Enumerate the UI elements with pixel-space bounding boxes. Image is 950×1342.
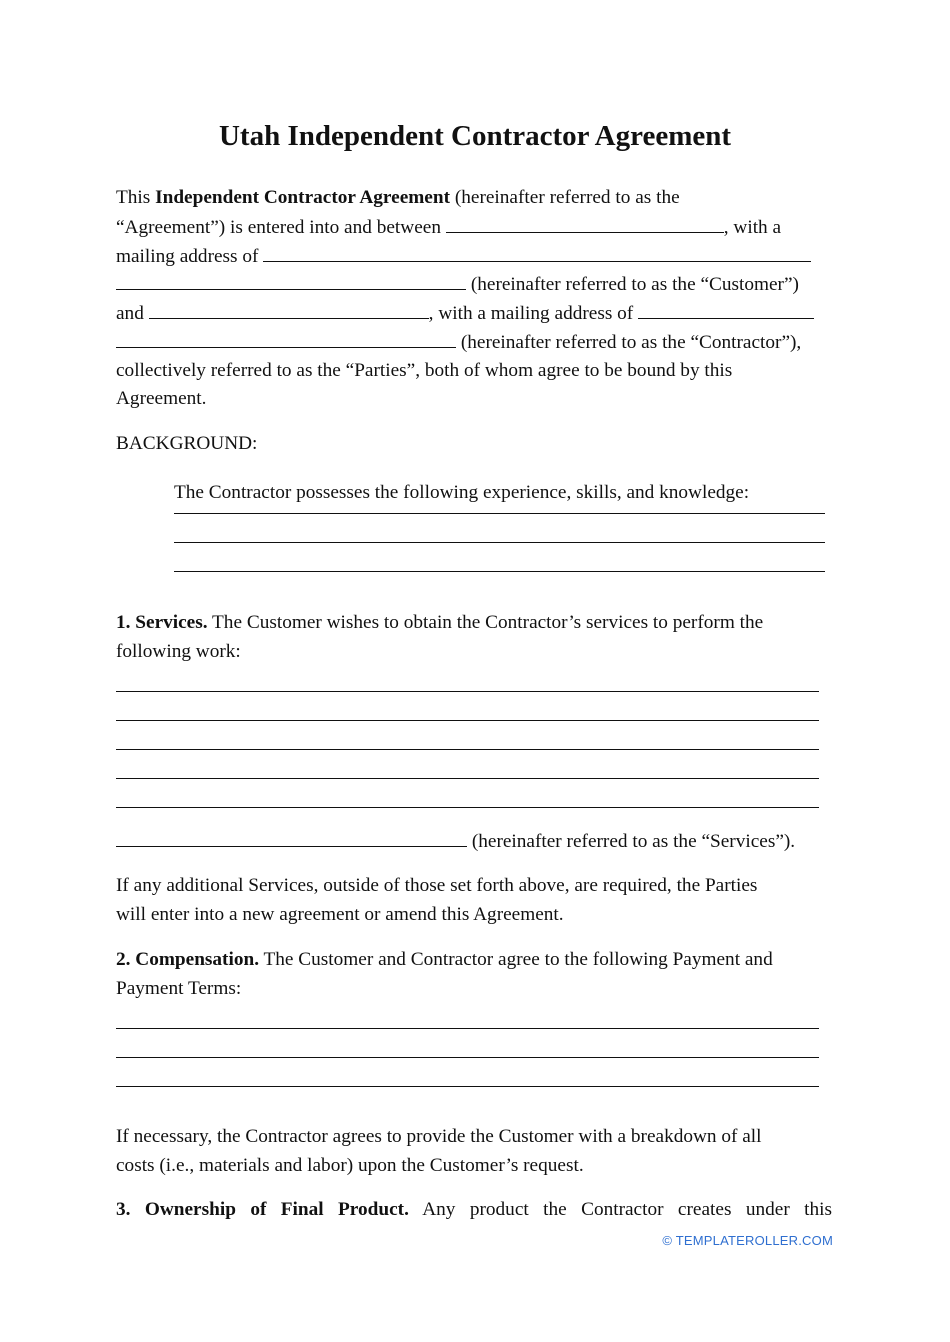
section-3-heading: 3. Ownership of Final Product. xyxy=(116,1199,409,1220)
intro-line-7: collectively referred to as the “Parties”, both of whom agree to be bound by this xyxy=(116,360,733,381)
services-field-6[interactable] xyxy=(116,827,467,847)
customer-address-field-2[interactable] xyxy=(116,270,466,290)
payment-field-2[interactable] xyxy=(116,1057,819,1058)
services-field-3[interactable] xyxy=(116,749,819,750)
copyright-icon: © xyxy=(662,1233,673,1248)
services-field-1[interactable] xyxy=(116,691,819,692)
customer-address-field-1[interactable] xyxy=(263,242,811,262)
payment-field-1[interactable] xyxy=(116,1028,819,1029)
services-field-2[interactable] xyxy=(116,720,819,721)
intro-line-3: mailing address of xyxy=(116,242,811,271)
contractor-name-field[interactable] xyxy=(149,299,429,319)
section-1-heading: 1. Services. xyxy=(116,612,208,633)
intro-line-2: “Agreement”) is entered into and between , with a xyxy=(116,213,781,242)
additional-services-line-1: If any additional Services, outside of those set forth above, are required, the Parties xyxy=(116,875,758,896)
section-1-line-2: following work: xyxy=(116,641,241,662)
intro-line-4: (hereinafter referred to as the “Customer”) xyxy=(116,270,799,299)
services-last-line: (hereinafter referred to as the “Services”). xyxy=(116,827,795,856)
background-field-1[interactable] xyxy=(174,513,825,514)
footer-watermark[interactable] xyxy=(662,1233,833,1248)
intro-line-8: Agreement. xyxy=(116,388,207,409)
section-2-line-2: Payment Terms: xyxy=(116,978,242,999)
services-field-4[interactable] xyxy=(116,778,819,779)
background-field-2[interactable] xyxy=(174,542,825,543)
intro-line-5: and , with a mailing address of xyxy=(116,299,814,328)
additional-services-line-2: will enter into a new agreement or amend this Agreement. xyxy=(116,904,564,925)
footer-brand-link[interactable]: TEMPLATEROLLER.COM xyxy=(675,1233,833,1248)
background-text: The Contractor possesses the following experience, skills, and knowledge: xyxy=(174,482,750,503)
document-title: Utah Independent Contractor Agreement xyxy=(218,120,732,152)
breakdown-line-1: If necessary, the Contractor agrees to provide the Customer with a breakdown of all xyxy=(116,1126,762,1147)
section-2-heading: 2. Compensation. xyxy=(116,949,260,970)
background-heading: BACKGROUND: xyxy=(116,433,258,454)
breakdown-line-2: costs (i.e., materials and labor) upon the Customer’s request. xyxy=(116,1155,584,1176)
agreement-name: Independent Contractor Agreement xyxy=(155,187,451,208)
services-field-5[interactable] xyxy=(116,807,819,808)
contractor-address-field-1[interactable] xyxy=(638,299,814,319)
customer-name-field[interactable] xyxy=(446,213,724,233)
intro-line-6: (hereinafter referred to as the “Contractor”), xyxy=(116,328,801,357)
section-1-line-1: 1. Services. The Customer wishes to obtain the Contractor’s services to perform the xyxy=(116,612,764,633)
background-field-3[interactable] xyxy=(174,571,825,572)
section-2-line-1: 2. Compensation. The Customer and Contractor agree to the following Payment and xyxy=(116,949,773,970)
payment-field-3[interactable] xyxy=(116,1086,819,1087)
section-3-line-1: 3. Ownership of Final Product. Any product the Contractor creates under this xyxy=(116,1199,832,1220)
intro-line-1: This Independent Contractor Agreement (hereinafter referred to as the xyxy=(116,187,680,208)
contractor-address-field-2[interactable] xyxy=(116,328,456,348)
